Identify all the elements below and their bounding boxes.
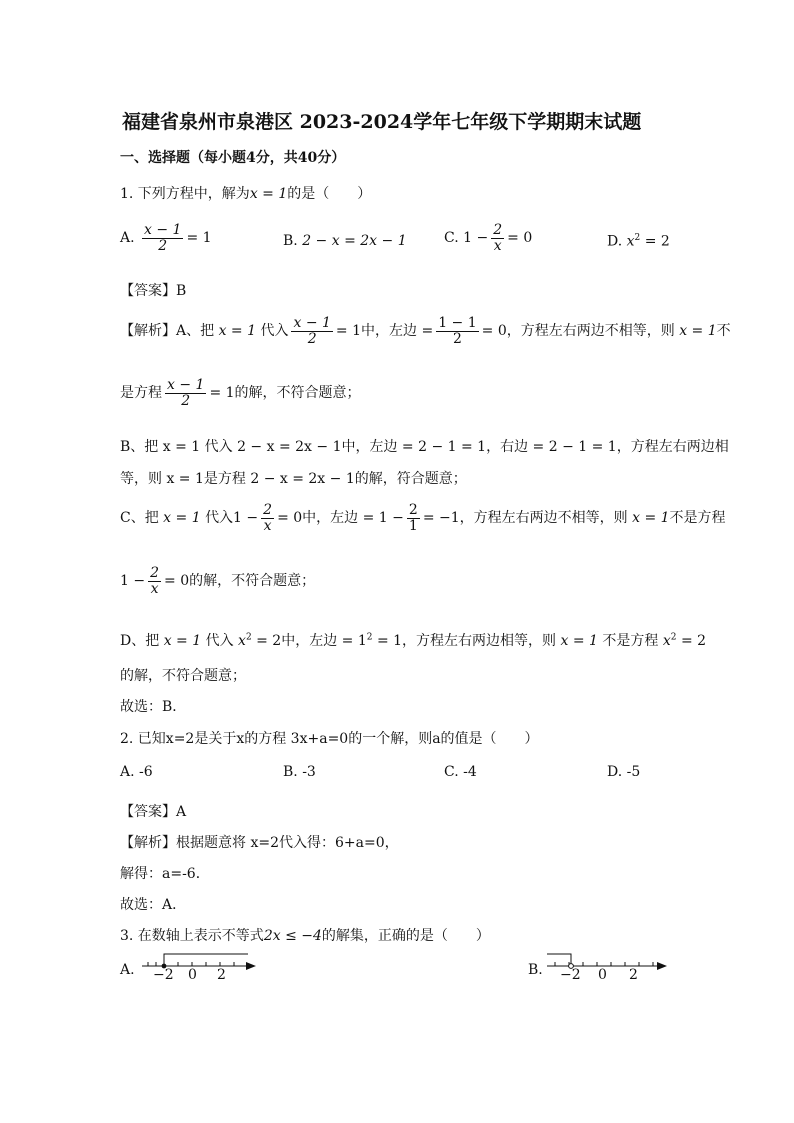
q3-stem-pre: 3. 在数轴上表示不等式 xyxy=(120,928,264,944)
text-run: 不 xyxy=(716,323,731,340)
q1-analysis-d-line2: 的解，不符合题意； xyxy=(120,668,246,684)
numerator: 2 xyxy=(408,502,418,518)
q3-stem-post: 的解集，正确的是（ ） xyxy=(321,928,490,944)
q3-b-tick-neg2: −2 xyxy=(560,967,581,983)
superscript: 2 xyxy=(245,632,252,643)
q2-answer: 【答案】A xyxy=(120,804,187,820)
text-run: x = 1 xyxy=(632,510,670,527)
text-run: = 1中，左边 = xyxy=(335,323,434,340)
q2-option-a: A. -6 xyxy=(120,764,153,780)
q1-option-a xyxy=(120,223,212,253)
q1-d-exp: 2 xyxy=(634,233,641,243)
text-run: 不是方程 xyxy=(669,510,726,527)
q1-d-rest: = 2 xyxy=(644,233,670,250)
fraction xyxy=(261,503,274,533)
q1-conclusion: 故选：B． xyxy=(120,699,187,715)
q2-option-b: B. -3 xyxy=(283,764,316,780)
text-run: = 1的解，不符合题意； xyxy=(209,385,361,402)
text-run: 1 − xyxy=(120,573,146,590)
text-run: = −1，方程左右两边不相等，则 xyxy=(422,510,628,527)
q3-b-tick-0: 0 xyxy=(598,967,607,983)
q1-stem-pre: 1. 下列方程中，解为 xyxy=(120,186,250,202)
q3-b-tick-2: 2 xyxy=(629,967,638,983)
q1-analysis-d-line1 xyxy=(120,630,706,650)
q1-analysis-b-line1: B、把 x = 1 代入 2 − x = 2x − 1中，左边 = 2 − 1 = 1，右边 = 2 − 1 = 1，方程左右两边相 xyxy=(120,439,729,455)
q1-analysis-c-line2 xyxy=(120,566,315,596)
q1-c-num: 2 xyxy=(493,222,503,238)
denominator: x xyxy=(263,517,272,534)
text-run: 代入 xyxy=(205,633,234,649)
numerator: x − 1 xyxy=(293,315,331,331)
q1-c-den: x xyxy=(493,237,502,254)
text-run: = 2中，左边 = 1 xyxy=(256,633,367,649)
denominator: 2 xyxy=(307,330,317,347)
text-run: x xyxy=(662,633,671,649)
q3-a-tick-0: 0 xyxy=(188,967,197,983)
text-run: 是方程 xyxy=(120,385,162,402)
numerator: x − 1 xyxy=(167,377,205,393)
q1-analysis-a-line1 xyxy=(120,316,731,346)
text-run: x = 1 xyxy=(560,633,598,649)
fraction xyxy=(436,316,478,346)
q1-answer: 【答案】B xyxy=(120,283,187,299)
q1-d-base: x xyxy=(626,233,635,250)
text-run: x xyxy=(238,633,246,649)
denominator: 2 xyxy=(452,330,462,347)
q1-b-label: B. xyxy=(283,233,298,249)
text-run: x = 1 xyxy=(679,323,717,340)
q1-option-c xyxy=(444,223,532,253)
text-run: D、把 xyxy=(120,633,160,649)
numerator: 2 xyxy=(150,565,160,581)
q2-analysis-2: 解得：a=-6． xyxy=(120,866,210,882)
q2-analysis-1: 【解析】根据题意将 x=2代入得：6+a=0， xyxy=(120,835,399,851)
q1-a-fraction xyxy=(142,223,183,253)
text-run: x = 1 xyxy=(163,633,202,649)
question-1-stem xyxy=(120,183,371,203)
q1-c-label: C. xyxy=(444,230,459,247)
question-3-stem xyxy=(120,925,490,945)
q2-conclusion: 故选：A． xyxy=(120,897,187,913)
denominator: x xyxy=(150,580,159,597)
question-2-stem: 2. 已知x=2是关于x的方程 3x+a=0的一个解，则a的值是（ ） xyxy=(120,731,539,747)
q3-option-a-label: A. xyxy=(120,962,135,978)
numerator: 2 xyxy=(263,502,273,518)
text-run: C、把 xyxy=(120,510,159,527)
q1-d-label: D. xyxy=(607,233,623,250)
q1-a-den: 2 xyxy=(158,237,168,254)
q2-option-d: D. -5 xyxy=(607,764,641,780)
q3-a-tick-2: 2 xyxy=(217,967,226,983)
fraction xyxy=(165,378,206,408)
q1-stem-post: 的是（ ） xyxy=(287,186,372,202)
q1-analysis-a-line2 xyxy=(120,378,361,408)
fraction xyxy=(291,316,332,346)
text-run: = 2 xyxy=(680,633,707,649)
text-run: 代入1 − xyxy=(205,510,259,527)
superscript: 2 xyxy=(366,632,373,643)
text-run: x = 1 xyxy=(218,323,257,340)
q1-analysis-c-line1 xyxy=(120,503,726,533)
fraction xyxy=(148,566,161,596)
text-run: = 0，方程左右两边不相等，则 xyxy=(481,323,675,340)
text-run: = 0中，左边 = 1 − xyxy=(277,510,404,527)
q3-option-b-label: B. xyxy=(528,962,543,978)
q2-option-c: C. -4 xyxy=(444,764,477,780)
text-run: 代入 xyxy=(260,323,289,340)
section-heading: 一、选择题（每小题4分，共40分） xyxy=(120,150,346,166)
superscript: 2 xyxy=(670,632,677,643)
page-title: 福建省泉州市泉港区 2023-2024学年七年级下学期期末试题 xyxy=(122,111,642,133)
fraction xyxy=(407,503,420,533)
q1-c-rest: = 0 xyxy=(507,230,533,247)
text-run: x = 1 xyxy=(163,510,201,527)
q3-a-tick-neg2: −2 xyxy=(153,967,174,983)
q1-option-b xyxy=(283,233,407,249)
text-run: = 0的解，不符合题意； xyxy=(164,573,316,590)
q1-stem-eq: x = 1 xyxy=(249,186,288,202)
denominator: 1 xyxy=(408,517,418,534)
text-run: = 1，方程左右两边相等，则 xyxy=(376,633,557,649)
numerator: 1 − 1 xyxy=(438,315,477,331)
q1-c-pre: 1 − xyxy=(463,230,489,247)
q1-option-d xyxy=(607,233,670,250)
q1-a-num: x − 1 xyxy=(144,222,182,238)
q1-a-rest: = 1 xyxy=(186,230,212,247)
text-run: 【解析】A、把 xyxy=(120,323,215,340)
q1-analysis-b-line2: 等，则 x = 1是方程 2 − x = 2x − 1的解，符合题意； xyxy=(120,471,467,487)
q1-a-label: A. xyxy=(120,230,135,247)
q3-stem-expr: 2x ≤ −4 xyxy=(263,928,322,944)
text-run: 不是方程 xyxy=(602,633,659,649)
denominator: 2 xyxy=(181,392,191,409)
q1-b-expr: 2 − x = 2x − 1 xyxy=(302,233,407,249)
q1-c-fraction xyxy=(491,223,504,253)
